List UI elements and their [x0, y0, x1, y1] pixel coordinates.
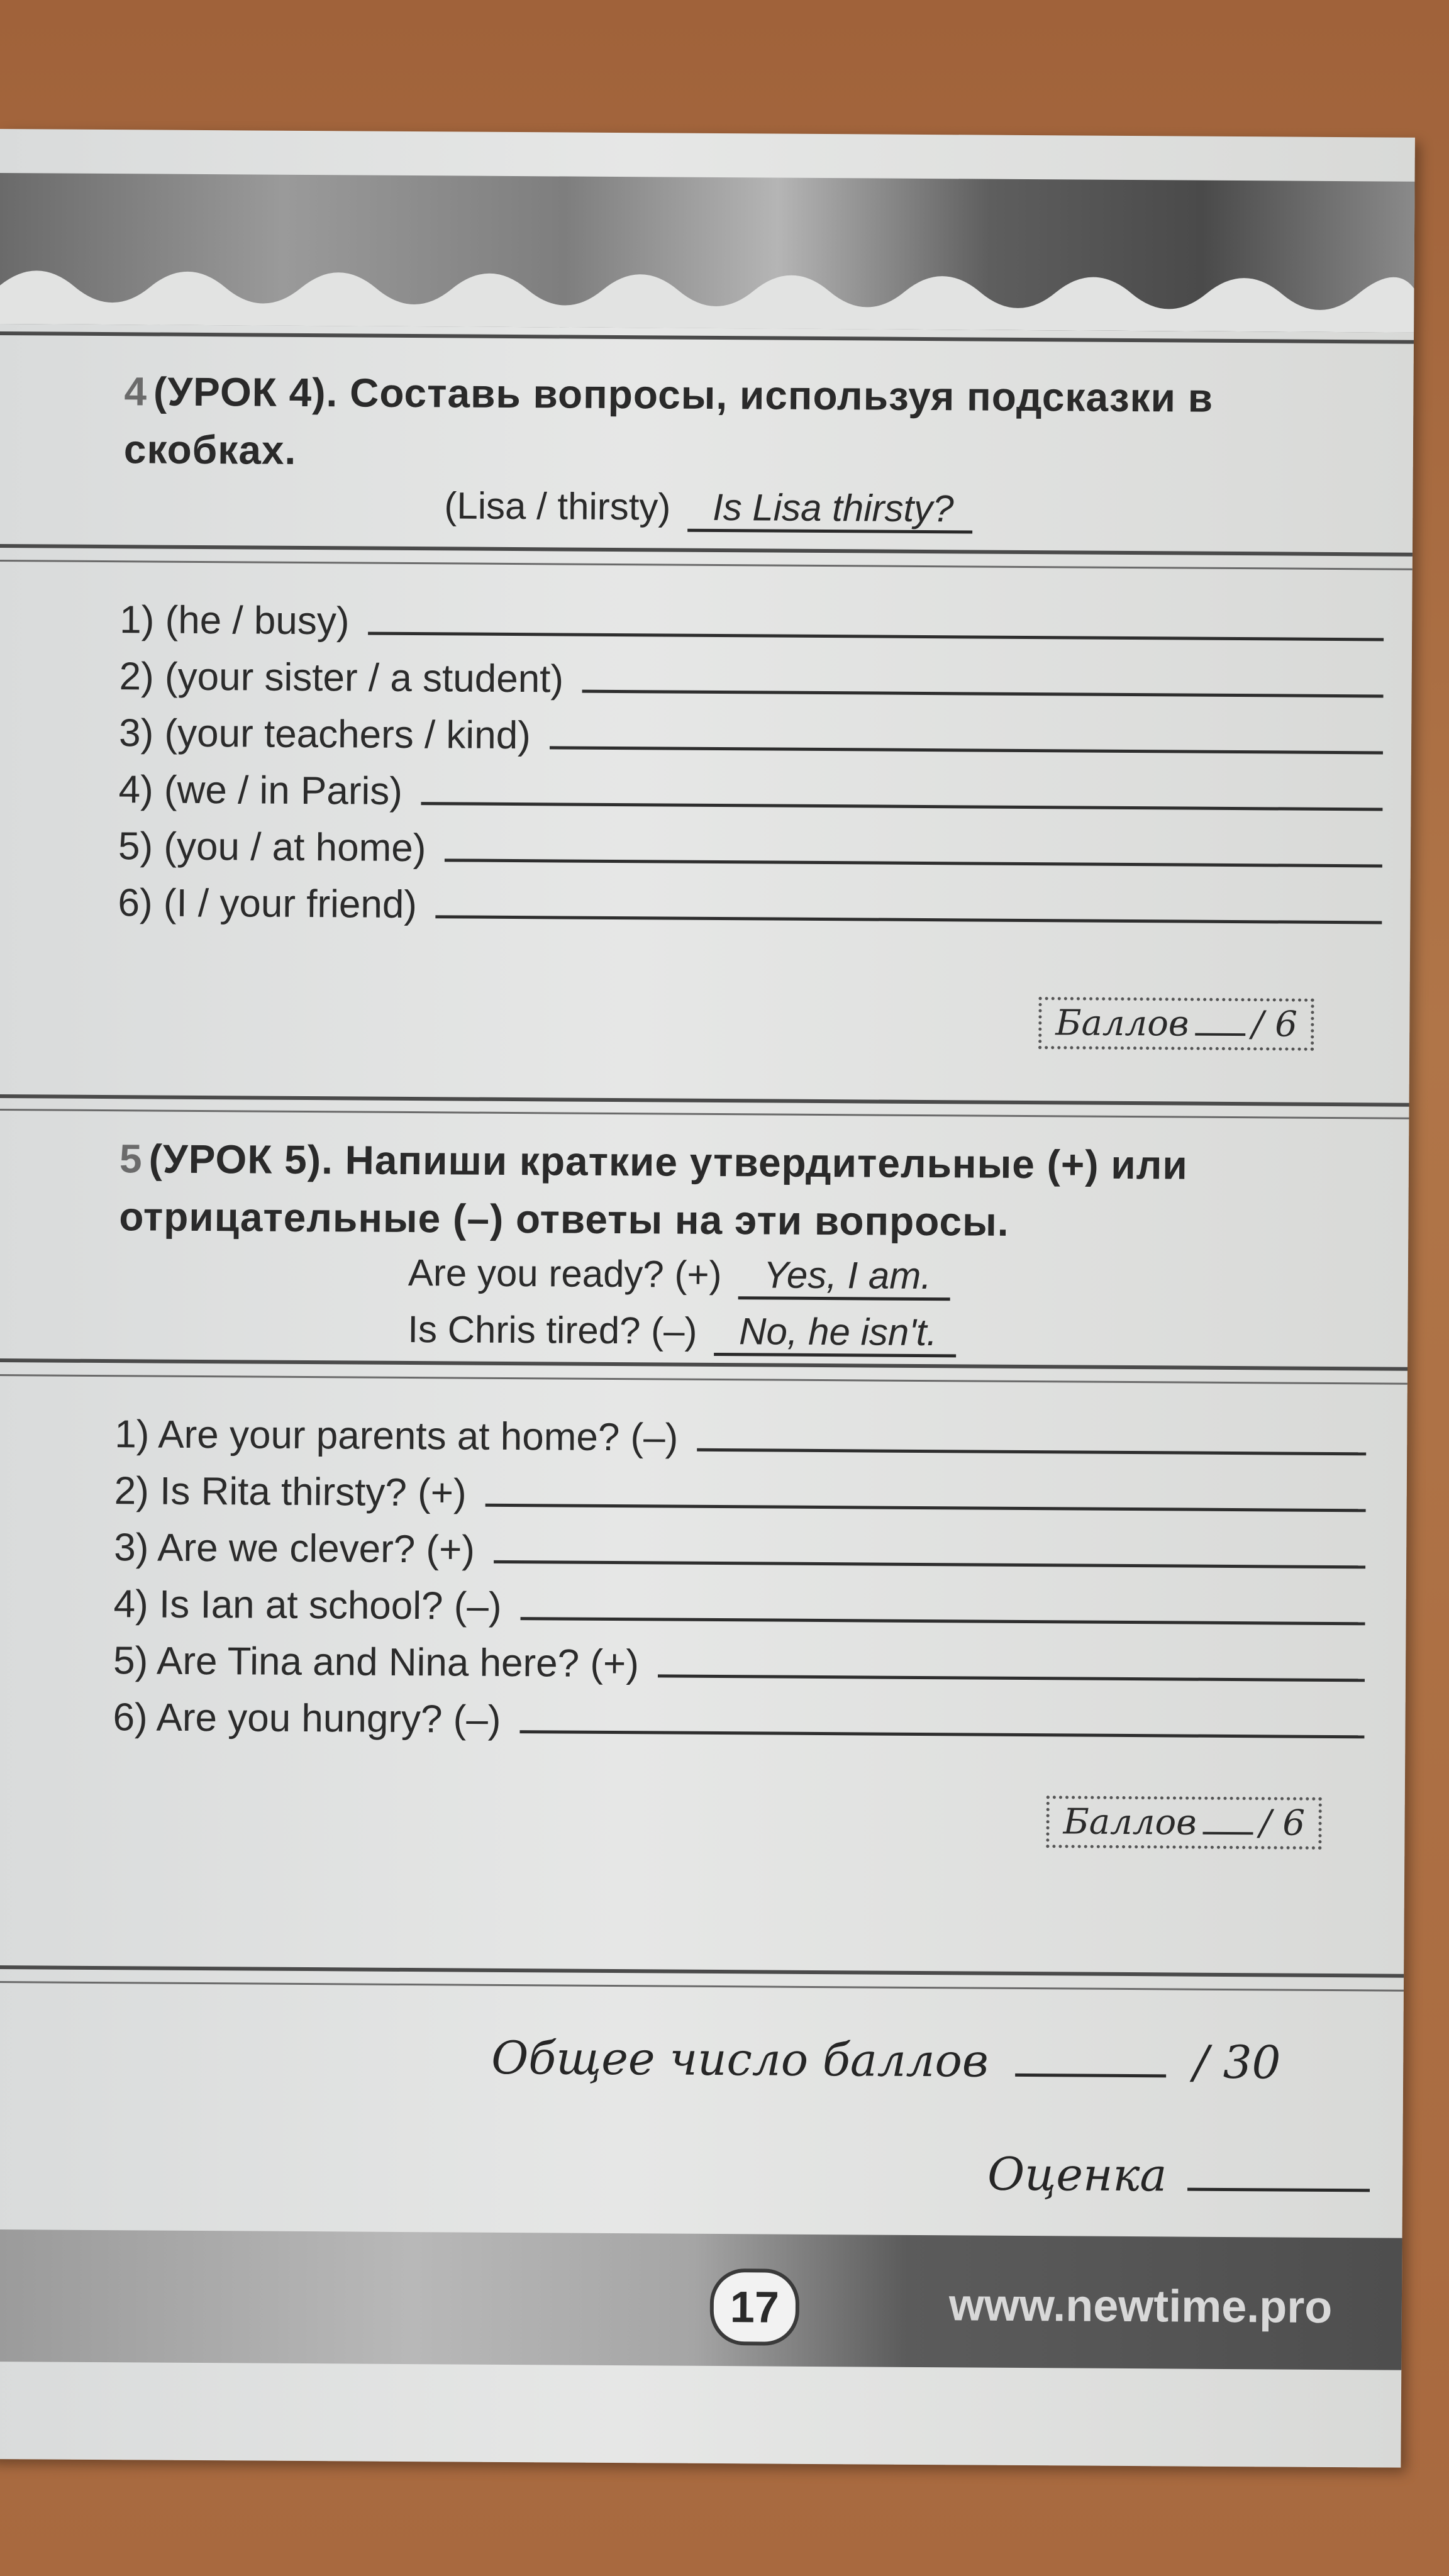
section-divider	[0, 331, 1414, 344]
task5-item	[113, 1683, 1365, 1747]
task5-title: (УРОК 5). Напиши краткие утвердительные (+) или	[148, 1136, 1188, 1188]
total-label: Общее число баллов	[491, 2031, 989, 2087]
task4-item-text: 4) (we / in Paris)	[118, 768, 403, 813]
page-number: 17	[709, 2268, 799, 2346]
total-score	[491, 2031, 1281, 2089]
total-max: / 30	[1193, 2035, 1281, 2089]
task5-item-text: 4) Is Ian at school? (–)	[113, 1582, 502, 1628]
task4-rule-bottom	[0, 560, 1413, 570]
task4-example-answer: Is Lisa thirsty?	[687, 486, 973, 534]
section-divider-thin	[0, 1981, 1404, 1992]
task5-rule-bottom	[0, 1374, 1407, 1385]
task5-item-text: 1) Are your parents at home? (–)	[114, 1413, 679, 1460]
task5-score-box	[1046, 1796, 1322, 1850]
score-blank[interactable]	[1203, 1832, 1253, 1835]
task5-item	[113, 1570, 1365, 1634]
task5-example1-answer: Yes, I am.	[738, 1253, 950, 1301]
answer-line[interactable]	[697, 1448, 1366, 1455]
score-max: / 6	[1259, 1802, 1306, 1844]
wave-decoration	[0, 248, 1414, 333]
answer-line[interactable]	[520, 1617, 1365, 1625]
answer-line[interactable]	[436, 915, 1382, 924]
task5-example1-prompt: Are you ready? (+)	[408, 1251, 722, 1296]
score-label: Баллов	[1063, 1801, 1197, 1843]
task5-item-text: 3) Are we clever? (+)	[114, 1526, 475, 1572]
section-divider-thin	[0, 1109, 1409, 1119]
task4-item	[118, 755, 1383, 819]
task5-example-1	[408, 1251, 950, 1301]
answer-line[interactable]	[368, 632, 1384, 641]
task5-example-2	[408, 1307, 956, 1357]
task4-title: (УРОК 4). Составь вопросы, используя подсказки в	[153, 369, 1214, 421]
task4-title-cont: скобках.	[123, 426, 297, 473]
task5-example2-answer: No, he isn't.	[714, 1309, 956, 1357]
task4-number: 4	[124, 369, 148, 414]
grade	[987, 2148, 1370, 2203]
task4-item-text: 6) (I / your friend)	[118, 881, 418, 927]
score-max: / 6	[1252, 1004, 1298, 1045]
task4-item	[118, 869, 1382, 933]
top-banner	[0, 173, 1415, 333]
task4-item-text: 2) (your sister / a student)	[119, 655, 564, 701]
task4-example	[444, 484, 973, 533]
task5-item	[114, 1513, 1366, 1577]
task5-item	[113, 1626, 1365, 1690]
task5-item-text: 2) Is Rita thirsty? (+)	[114, 1469, 467, 1515]
task4-item	[119, 699, 1384, 763]
task5-rule-top	[0, 1358, 1407, 1371]
task5-title-cont: отрицательные (–) ответы на эти вопросы.	[119, 1194, 1009, 1245]
task5-item-text: 6) Are you hungry? (–)	[113, 1696, 501, 1741]
task5-item	[114, 1457, 1367, 1521]
answer-line[interactable]	[421, 802, 1383, 811]
answer-line[interactable]	[519, 1730, 1364, 1738]
answer-line[interactable]	[582, 690, 1384, 698]
task5-heading	[119, 1130, 1188, 1252]
score-label: Баллов	[1055, 1002, 1189, 1045]
answer-line[interactable]	[550, 746, 1383, 754]
answer-line[interactable]	[445, 858, 1382, 867]
task5-number: 5	[119, 1136, 143, 1182]
task4-score-box	[1038, 997, 1314, 1051]
task4-example-prompt: (Lisa / thirsty)	[444, 484, 671, 528]
grade-label: Оценка	[987, 2147, 1167, 2202]
task4-item	[119, 642, 1384, 706]
task5-item-text: 5) Are Tina and Nina here? (+)	[113, 1639, 640, 1686]
section-divider	[0, 1965, 1404, 1978]
total-blank[interactable]	[1016, 2074, 1167, 2077]
task4-item-text: 3) (your teachers / kind)	[118, 711, 531, 758]
section-divider	[0, 1094, 1409, 1107]
task4-item	[119, 586, 1384, 650]
task4-heading	[124, 362, 1214, 485]
task5-example2-prompt: Is Chris tired? (–)	[408, 1307, 697, 1352]
task5-item	[114, 1400, 1367, 1464]
task4-item	[118, 812, 1383, 876]
task4-item-text: 5) (you / at home)	[118, 824, 426, 870]
answer-line[interactable]	[494, 1560, 1365, 1568]
task4-rule-top	[0, 544, 1413, 557]
task4-item-text: 1) (he / busy)	[119, 598, 350, 643]
website-link: www.newtime.pro	[948, 2280, 1333, 2333]
answer-line[interactable]	[658, 1674, 1365, 1682]
answer-line[interactable]	[485, 1504, 1365, 1513]
grade-blank[interactable]	[1187, 2188, 1370, 2192]
worksheet-page	[0, 129, 1415, 2468]
score-blank[interactable]	[1195, 1033, 1245, 1036]
